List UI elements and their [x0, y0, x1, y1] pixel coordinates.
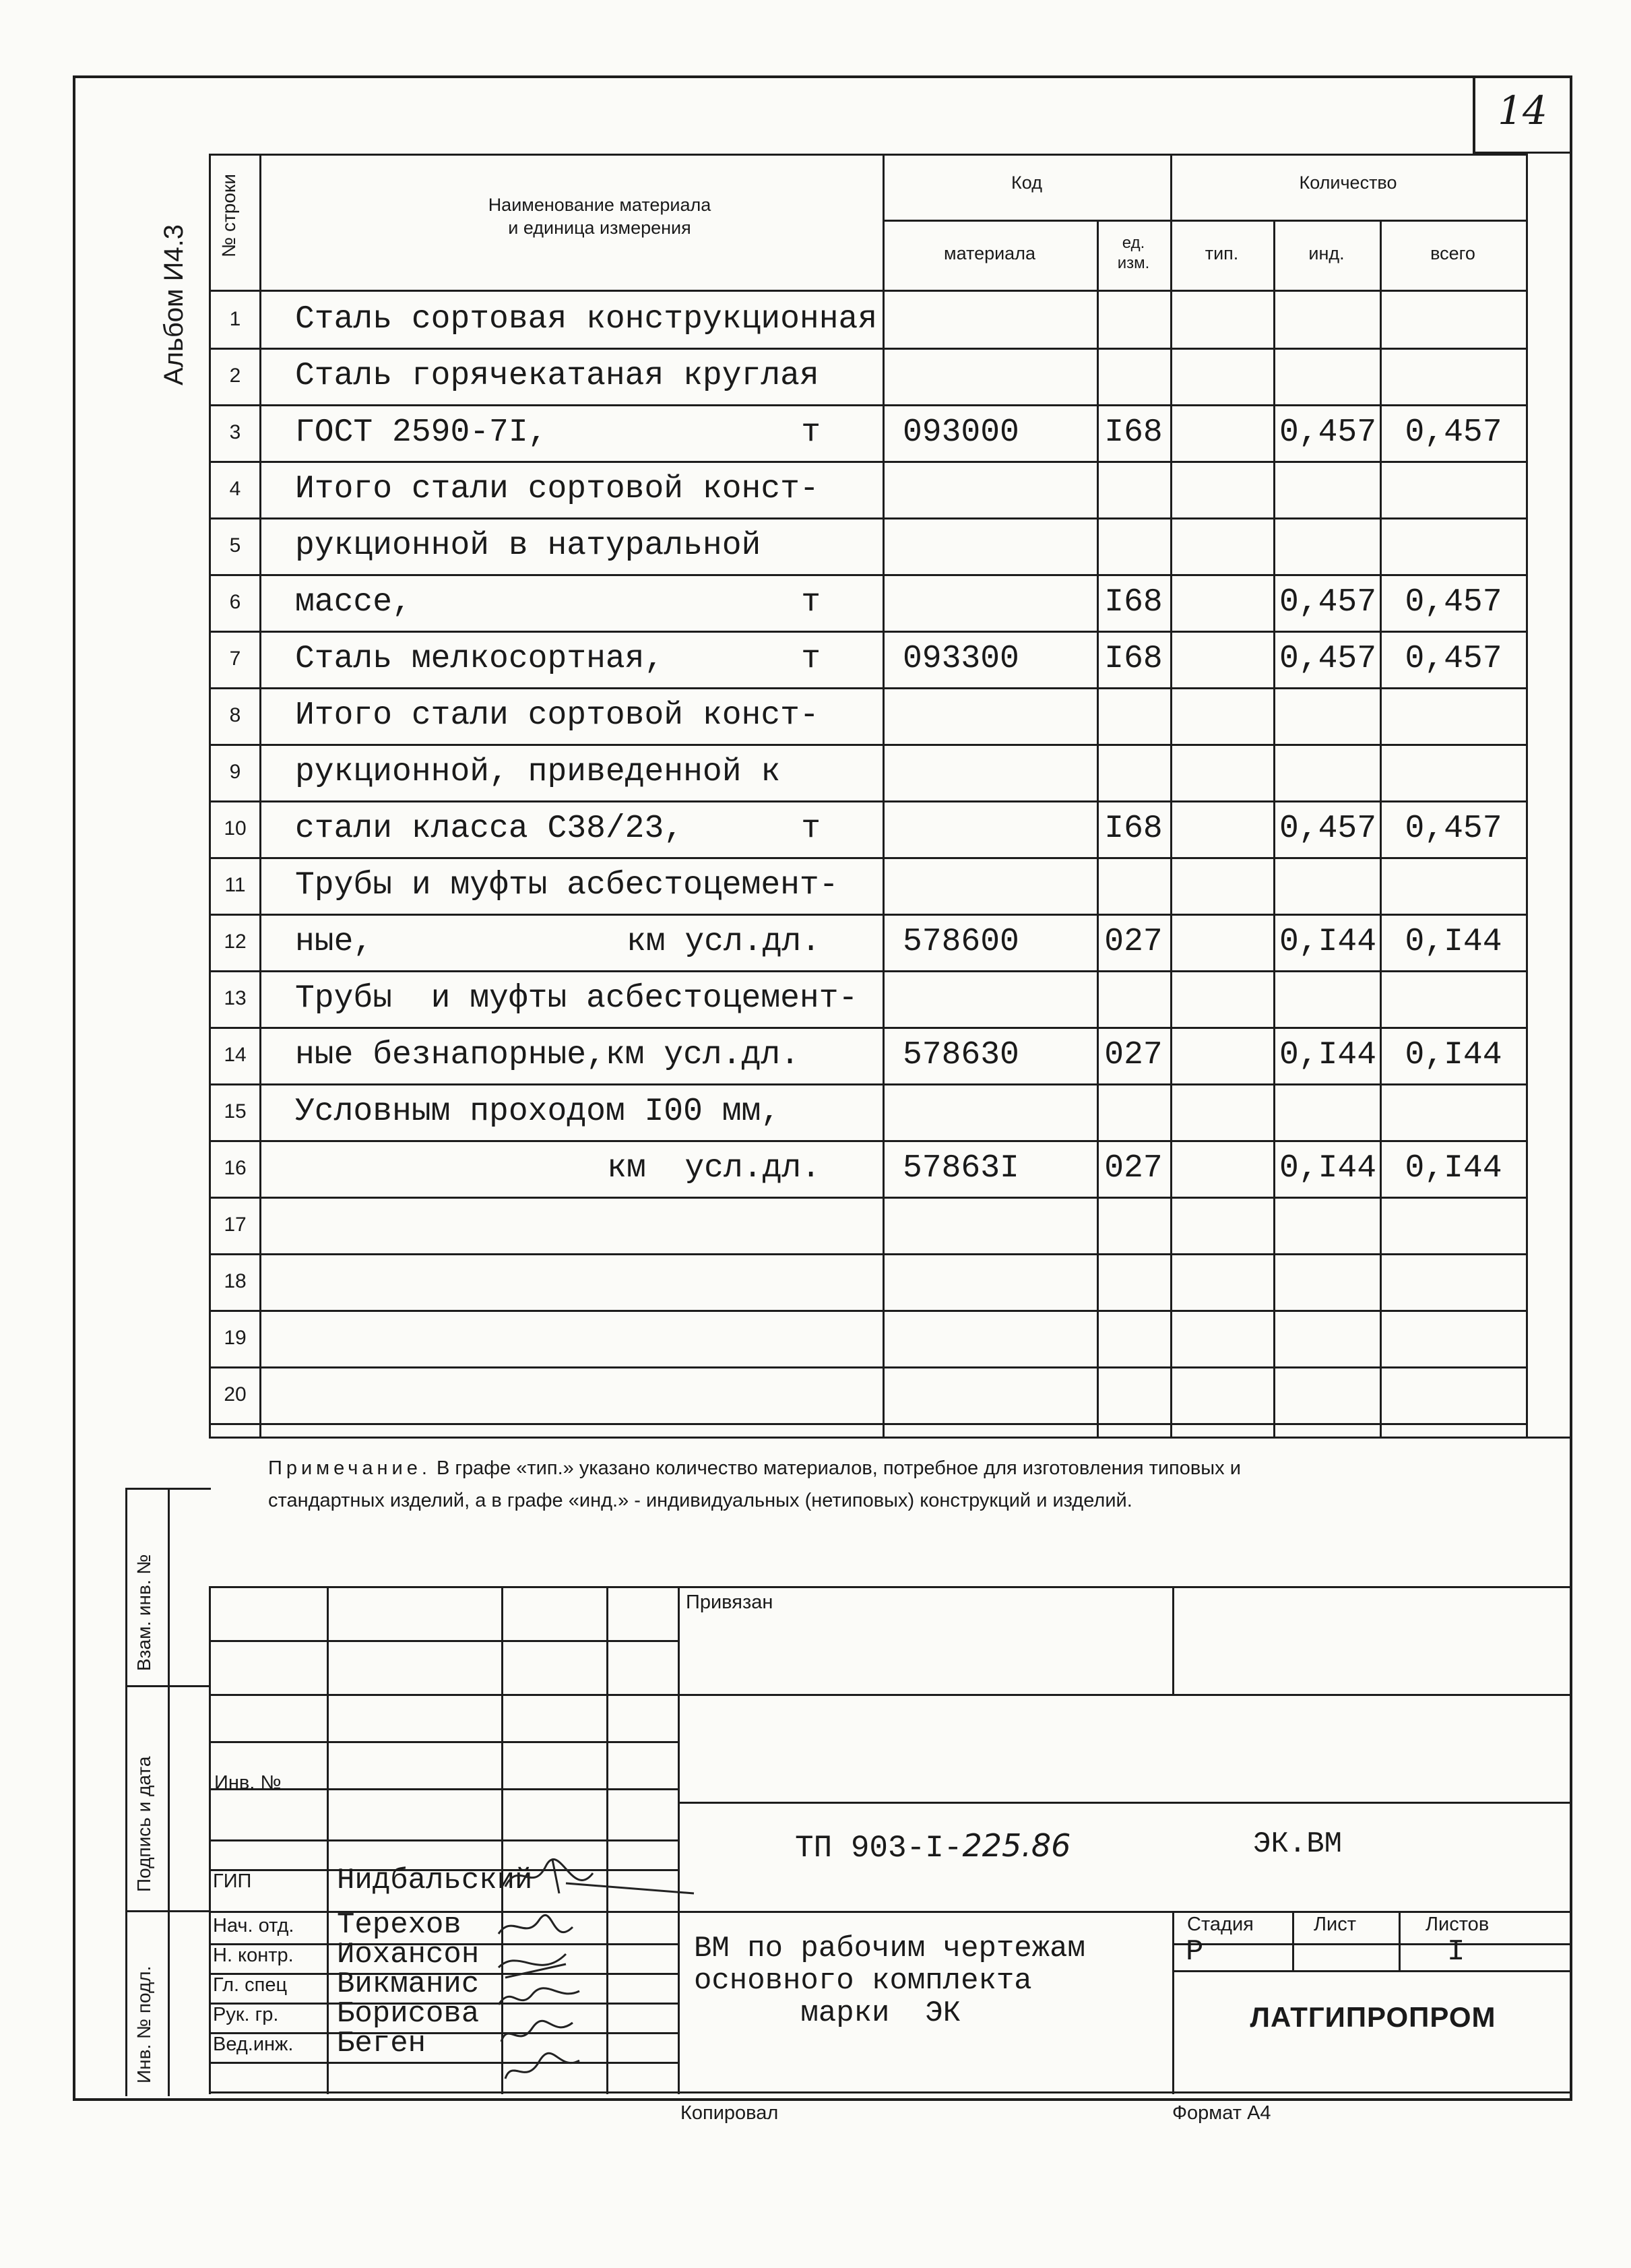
header-name: Наименование материала и единица измерения [488, 195, 711, 238]
role-name: Иохансон [337, 1938, 480, 1972]
document-title: ВМ по рабочим чертежам основного комплекта марки ЭК [694, 1932, 1085, 2030]
doc-mark: ЭК.ВМ [1253, 1827, 1343, 1861]
row-name: ные безнапорные,км усл.дл. [295, 1037, 800, 1073]
row-number: 3 [229, 421, 241, 443]
table-row-line [209, 1253, 1528, 1255]
row-name: Итого стали сортовой конст- [295, 697, 819, 734]
row-code: 57863I [903, 1150, 1019, 1187]
row-total: 0,457 [1405, 641, 1502, 677]
row-total: 0,I44 [1405, 1150, 1502, 1187]
row-number: 16 [224, 1157, 247, 1179]
row-number: 14 [224, 1044, 247, 1066]
row-unit: т [801, 811, 821, 847]
header-qty-typ: тип. [1205, 243, 1239, 263]
page-number: 14 [1498, 88, 1547, 133]
row-ind: 0,457 [1279, 641, 1377, 677]
row-unit: т [801, 414, 821, 451]
privyazan-label: Привязан [686, 1592, 773, 1613]
row-name: Трубы и муфты асбестоцемент- [295, 980, 858, 1017]
role-label: Вед.инж. [213, 2034, 294, 2055]
sheets-label: Листов [1426, 1914, 1490, 1935]
role-label: Нач. отд. [213, 1915, 294, 1936]
row-unit-code: I68 [1104, 641, 1163, 677]
row-code: 578600 [903, 924, 1019, 960]
note-title: Примечание. [268, 1457, 431, 1479]
header-qty-ind: инд. [1308, 243, 1345, 263]
row-number: 20 [224, 1383, 247, 1406]
row-name: Сталь горячекатаная круглая [295, 358, 819, 394]
row-number: 4 [229, 478, 241, 500]
album-label: Альбом И4.3 [159, 224, 189, 385]
row-unit-code: I68 [1104, 811, 1163, 847]
row-number: 5 [229, 534, 241, 557]
row-total: 0,I44 [1405, 924, 1502, 960]
row-total: 0,457 [1405, 584, 1502, 621]
row-total: 0,I44 [1405, 1037, 1502, 1073]
organization: ЛАТГИПРОПРОМ [1250, 2001, 1496, 2033]
row-total: 0,457 [1405, 414, 1502, 451]
row-number: 9 [229, 761, 241, 783]
header-quantity: Количество [1299, 172, 1397, 193]
header-code-material: материала [944, 243, 1035, 263]
sheets-value: I [1447, 1935, 1465, 1969]
row-number: 12 [224, 931, 247, 953]
signatures [492, 1846, 707, 2096]
doc-code [795, 1827, 1070, 1866]
row-name: Условным проходом I00 мм, [295, 1094, 781, 1130]
row-ind: 0,457 [1279, 584, 1377, 621]
row-ind: 0,457 [1279, 811, 1377, 847]
row-unit: км усл.дл. [607, 1150, 821, 1187]
doc-code-hand: 225.86 [962, 1827, 1071, 1864]
row-unit: т [801, 584, 821, 621]
row-code: 093000 [903, 414, 1019, 451]
table-row-line [209, 1197, 1528, 1199]
row-number: 18 [224, 1270, 247, 1292]
role-label: Н. контр. [213, 1945, 294, 1966]
row-name: рукционной в натуральной [295, 528, 761, 564]
role-name: Борисова [337, 1997, 480, 2031]
footer-format: Формат А4 [1172, 2102, 1271, 2124]
side-label-inv-podl: Инв. № подл. [133, 1965, 154, 2083]
sheet-label: Лист [1314, 1914, 1357, 1935]
role-label: Рук. гр. [213, 2004, 279, 2025]
header-code-unit: ед. изм. [1117, 234, 1150, 272]
row-number: 10 [224, 817, 247, 840]
row-name: Трубы и муфты асбестоцемент- [295, 867, 839, 904]
row-number: 11 [224, 874, 246, 896]
row-ind: 0,457 [1279, 414, 1377, 451]
row-ind: 0,I44 [1279, 1150, 1377, 1187]
role-label: ГИП [213, 1870, 252, 1892]
role-label: Гл. спец [213, 1974, 288, 1996]
footer-copied: Копировал [680, 2102, 779, 2124]
role-name: Терехов [337, 1908, 461, 1942]
row-number: 6 [229, 591, 241, 613]
row-number: 8 [229, 704, 241, 726]
row-unit: км усл.дл. [626, 924, 821, 960]
row-number: 13 [224, 987, 247, 1009]
row-code: 093300 [903, 641, 1019, 677]
row-code: 578630 [903, 1037, 1019, 1073]
role-name: Беген [337, 2027, 426, 2060]
row-name: ные, [295, 924, 373, 960]
row-unit-code: I68 [1104, 584, 1163, 621]
row-unit-code: I68 [1104, 414, 1163, 451]
note-text: В графе «тип.» указано количество материалов, потребное для изготовления типовых и стандартных изделий, а в графе «инд.» - индивидуальных (нетиповых) конструкций и изделий. [268, 1457, 1241, 1511]
row-name: Сталь мелкосортная, [295, 641, 664, 677]
row-name: Итого стали сортовой конст- [295, 471, 819, 507]
row-unit-code: 027 [1104, 924, 1163, 960]
table-row-line [209, 1310, 1528, 1312]
row-name: рукционной, приведенной к [295, 754, 781, 790]
role-name: Нидбальский [337, 1864, 533, 1897]
header-qty-total: всего [1430, 243, 1475, 263]
inv-no-label: Инв. № [214, 1772, 282, 1794]
header-code: Код [1011, 172, 1042, 193]
side-label-podpis: Подпись и дата [133, 1756, 154, 1892]
stage-label: Стадия [1187, 1914, 1254, 1935]
row-name: ГОСТ 2590-7I, [295, 414, 548, 451]
row-ind: 0,I44 [1279, 1037, 1377, 1073]
note [268, 1452, 1319, 1517]
row-number: 15 [224, 1100, 247, 1123]
stage-value: Р [1186, 1935, 1204, 1969]
row-unit-code: 027 [1104, 1037, 1163, 1073]
row-number: 2 [229, 365, 241, 387]
row-number: 19 [224, 1327, 247, 1349]
header-row-no: № строки [218, 174, 239, 257]
row-unit: т [801, 641, 821, 677]
row-number: 17 [224, 1214, 247, 1236]
row-name: массе, [295, 584, 412, 621]
row-name: Сталь сортовая конструкционная [295, 301, 878, 338]
row-total: 0,457 [1405, 811, 1502, 847]
row-name: стали класса С38/23, [295, 811, 684, 847]
table-row-line [209, 1423, 1528, 1425]
row-number: 1 [229, 308, 241, 330]
side-label-vzam: Взам. инв. № [133, 1554, 154, 1671]
doc-code-prefix: ТП 903-I- [795, 1831, 963, 1866]
row-unit-code: 027 [1104, 1150, 1163, 1187]
row-number: 7 [229, 648, 241, 670]
row-ind: 0,I44 [1279, 924, 1377, 960]
role-name: Викманис [337, 1967, 480, 2001]
table-row-line [209, 1366, 1528, 1368]
